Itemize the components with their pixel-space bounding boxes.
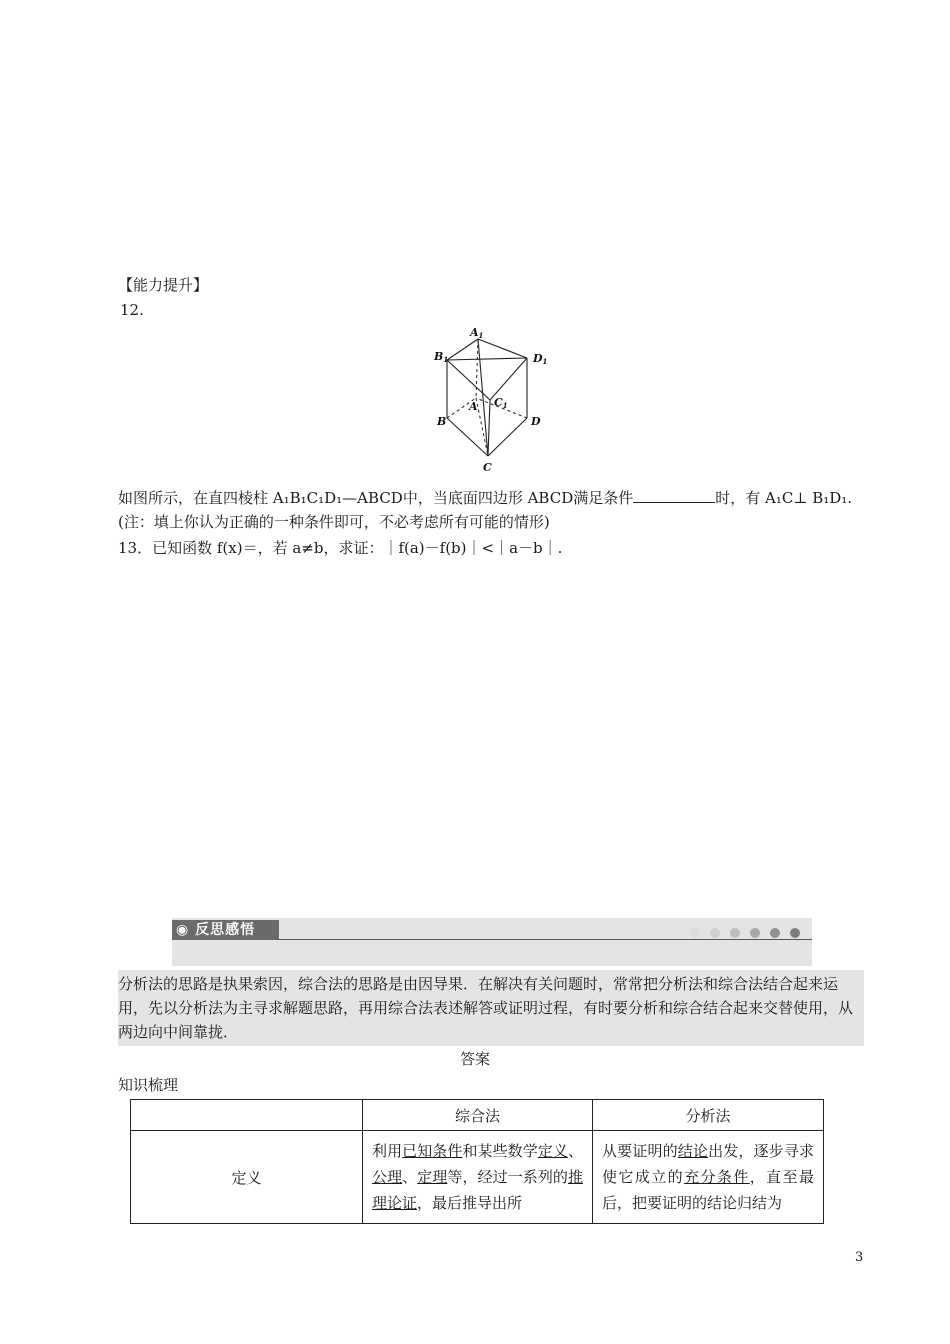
answer-subtitle: 知识梳理 <box>118 1076 179 1094</box>
dot-icon <box>730 928 740 938</box>
reflection-paragraph: 分析法的思路是执果索因，综合法的思路是由因导果．在解决有关问题时，常常把分析法和综合法结合起来运用，先以分析法为主寻求解题思路，再用综合法表述解答或证明过程，有时要分析和综合结合起来交替使用，从两边向中间靠拢． <box>118 970 864 1046</box>
table-header-row <box>131 1100 824 1131</box>
label-b: B <box>437 415 447 428</box>
dot-icon <box>770 928 780 938</box>
label-a: A <box>469 400 478 413</box>
table-header-cell <box>131 1100 363 1131</box>
table-header-cell: 分析法 <box>593 1100 824 1131</box>
label-a1: A1 <box>470 326 484 340</box>
q12-text-before: 如图所示，在直四棱柱 A₁B₁C₁D₁—ABCD中，当底面四边形 ABCD满足条件 <box>118 489 634 507</box>
q12-text-after: 时，有 A₁C⊥ B₁D₁.(注：填上你认为正确的一种条件即可，不必考虑所有可能的情形) <box>118 489 853 531</box>
row-label: 定义 <box>131 1131 363 1224</box>
dot-icon <box>750 928 760 938</box>
section-title: 【能力提升】 <box>118 276 209 294</box>
label-d: D <box>531 415 541 428</box>
question-13-text: 13．已知函数 f(x)＝，若 a≠b，求证：｜f(a)－f(b)｜<｜a－b｜. <box>118 539 563 557</box>
synthesis-definition: 利用已知条件和某些数学定义、公理、定理等，经过一系列的推理论证，最后推导出所 <box>363 1131 593 1224</box>
comparison-table <box>130 1099 824 1224</box>
analysis-definition: 从要证明的结论出发，逐步寻求使它成立的充分条件，直至最后，把要证明的结论归结为 <box>593 1131 824 1224</box>
label-c: C <box>483 461 492 474</box>
banner-title: ◉ 反思感悟 <box>172 920 279 940</box>
table-header-cell: 综合法 <box>363 1100 593 1131</box>
dot-icon <box>690 928 700 938</box>
answer-blank[interactable] <box>633 488 715 503</box>
reflection-banner <box>172 918 812 966</box>
label-b1: B1 <box>434 350 449 364</box>
table-row <box>131 1131 824 1224</box>
question-12-text <box>118 486 868 534</box>
dot-icon <box>710 928 720 938</box>
dot-icon <box>790 928 800 938</box>
question-12-number: 12. <box>120 301 144 319</box>
prism-figure <box>432 326 552 476</box>
label-d1: D1 <box>533 352 548 366</box>
banner-dots <box>680 924 800 942</box>
label-c1: C1 <box>494 396 508 410</box>
answer-title: 答案 <box>459 1050 490 1068</box>
page-number: 3 <box>855 1250 864 1265</box>
